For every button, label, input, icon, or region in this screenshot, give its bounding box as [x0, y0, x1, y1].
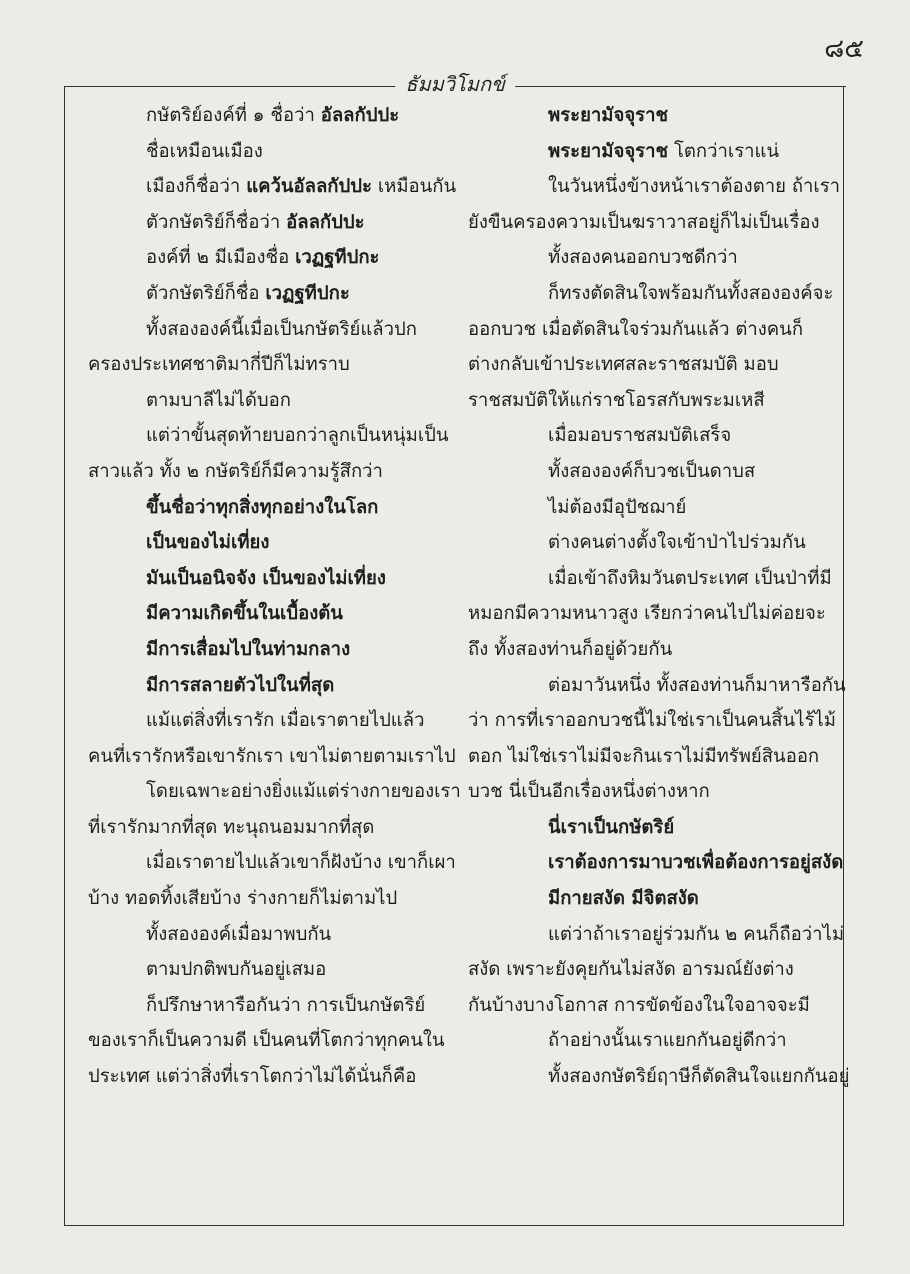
plain-text: ราชสมบัติให้แก่ราชโอรสกับพระมเหสี	[468, 389, 765, 411]
bold-phrase: มีความเกิดขึ้นในเบื้องต้น	[146, 603, 343, 625]
text-line	[468, 383, 838, 419]
plain-text: ตามปกติพบกันอยู่เสมอ	[146, 959, 327, 981]
text-line	[468, 276, 838, 312]
text-line	[468, 454, 838, 490]
bold-phrase: เป็นของไม่เที่ยง	[146, 532, 270, 554]
text-line	[468, 988, 838, 1024]
text-line	[468, 774, 838, 810]
text-line	[88, 845, 454, 881]
text-line	[88, 988, 454, 1024]
plain-text: องค์ที่ ๒ มีเมืองชื่อ	[146, 247, 296, 269]
text-line	[468, 1059, 850, 1095]
plain-text: หมอกมีความหนาวสูง เรียกว่าคนไปไม่ค่อยจะ	[468, 603, 826, 625]
text-line	[468, 845, 844, 881]
text-line	[88, 739, 454, 775]
bold-phrase: ขึ้นชื่อว่าทุกสิ่งทุกอย่างในโลก	[146, 496, 379, 518]
text-line	[468, 490, 838, 526]
text-line	[468, 312, 838, 348]
text-line	[88, 418, 454, 454]
plain-text: ยังขืนครองความเป็นฆราวาสอยู่ก็ไม่เป็นเรื่อง	[468, 211, 820, 233]
plain-text: ถึง ทั้งสองท่านก็อยู่ด้วยกัน	[468, 638, 673, 660]
plain-text: เมื่อเราตายไปแล้วเขาก็ฝังบ้าง เขาก็เผา	[146, 852, 456, 874]
text-line	[468, 418, 838, 454]
text-line	[88, 668, 454, 704]
text-line	[88, 169, 457, 205]
plain-text: ก็ปรึกษาหารือกันว่า การเป็นกษัตริย์	[146, 994, 426, 1016]
text-line	[88, 917, 454, 953]
plain-text: ทั้งสองคนออกบวชดีกว่า	[548, 247, 738, 269]
text-line	[468, 205, 838, 241]
plain-text: ตามบาลีไม่ได้บอก	[146, 389, 291, 411]
text-line	[88, 881, 454, 917]
plain-text: แต่ว่าถ้าเราอยู่ร่วมกัน ๒ คนก็ถือว่าไม่	[548, 923, 845, 945]
text-line	[468, 739, 838, 775]
text-line	[88, 134, 454, 170]
left-column	[88, 98, 461, 1095]
plain-text: สงัด เพราะยังคุยกันไม่สงัด อารมณ์ยังต่าง	[468, 959, 794, 981]
text-line	[468, 596, 838, 632]
plain-text: บ้าง ทอดทิ้งเสียบ้าง ร่างกายก็ไม่ตามไป	[88, 888, 398, 910]
bold-phrase: มีการสลายตัวไปในที่สุด	[146, 674, 335, 696]
text-line	[88, 240, 454, 276]
plain-text: ชื่อเหมือนเมือง	[146, 140, 263, 162]
page-number: ๘๕	[824, 34, 864, 64]
text-line	[468, 1023, 838, 1059]
text-line	[468, 347, 838, 383]
plain-text: ตัวกษัตริย์ก็ชื่อว่า	[146, 211, 287, 233]
plain-text: ถ้าอย่างนั้นเราแยกกันอยู่ดีกว่า	[548, 1030, 787, 1052]
text-line	[88, 490, 454, 526]
text-line	[88, 276, 454, 312]
plain-text: เมื่อมอบราชสมบัติเสร็จ	[548, 425, 732, 447]
plain-text: ในวันหนึ่งข้างหน้าเราต้องตาย ถ้าเรา	[548, 176, 841, 198]
bold-phrase: มีการเสื่อมไปในท่ามกลาง	[146, 638, 351, 660]
text-line	[468, 703, 838, 739]
text-line	[468, 881, 838, 917]
text-line	[88, 1059, 454, 1095]
plain-text: ออกบวช เมื่อตัดสินใจร่วมกันแล้ว ต่างคนก็	[468, 318, 804, 340]
plain-text: ไม่ต้องมีอุปัชฌาย์	[548, 496, 687, 518]
text-line	[468, 810, 838, 846]
bold-phrase: มีกายสงัด มีจิตสงัด	[548, 888, 699, 910]
bold-phrase: เราต้องการมาบวชเพื่อต้องการอยู่สงัด	[548, 852, 844, 874]
text-line	[88, 383, 454, 419]
text-line	[88, 632, 454, 668]
bold-phrase: พระยามัจจุราช	[548, 105, 669, 126]
plain-text: บวช นี่เป็นอีกเรื่องหนึ่งต่างหาก	[468, 781, 710, 803]
text-line	[468, 668, 846, 704]
bold-phrase: เวฏฐทีปกะ	[295, 247, 380, 269]
text-line	[88, 525, 454, 561]
text-line	[88, 205, 454, 241]
text-line	[468, 134, 838, 170]
plain-text: โดยเฉพาะอย่างยิ่งแม้แต่ร่างกายของเรา	[146, 781, 461, 803]
plain-text: ทั้งสององค์เมื่อมาพบกัน	[146, 923, 332, 945]
plain-text: ตอก ไม่ใช่เราไม่มีจะกินเราไม่มีทรัพย์สินออก	[468, 745, 820, 767]
plain-text: ตัวกษัตริย์ก็ชื่อ	[146, 282, 266, 304]
bold-phrase: แคว้นอัลลกัปปะ	[246, 176, 372, 198]
text-line	[88, 774, 461, 810]
text-line	[468, 240, 838, 276]
plain-text: ว่า การที่เราออกบวชนี้ไม่ใช่เราเป็นคนสิ้นไร้ไม้	[468, 710, 836, 732]
plain-text: คนที่เรารักหรือเขารักเรา เขาไม่ตายตามเราไป	[88, 745, 456, 767]
bold-phrase: มันเป็นอนิจจัง เป็นของไม่เที่ยง	[146, 567, 386, 589]
text-line	[468, 525, 838, 561]
plain-text: ต่างกลับเข้าประเทศสละราชสมบัติ มอบ	[468, 354, 779, 376]
plain-text: ประเทศ แต่ว่าสิ่งที่เราโตกว่าไม่ได้นั่นก็คือ	[88, 1066, 417, 1088]
bold-phrase: พระยามัจจุราช	[548, 140, 669, 162]
text-line	[468, 952, 838, 988]
plain-text: ครองประเทศชาติมากี่ปีก็ไม่ทราบ	[88, 354, 350, 376]
plain-text: ทั้งสององค์นี้เมื่อเป็นกษัตริย์แล้วปก	[146, 318, 417, 340]
plain-text: เมืองก็ชื่อว่า	[146, 176, 247, 198]
plain-text: ของเราก็เป็นความดี เป็นคนที่โตกว่าทุกคนใน	[88, 1030, 445, 1052]
text-line	[88, 810, 454, 846]
bold-phrase: นี่เราเป็นกษัตริย์	[548, 816, 675, 838]
text-line	[88, 703, 454, 739]
right-column	[468, 98, 850, 1095]
bold-phrase: อัลลกัปปะ	[286, 211, 365, 233]
plain-text: สาวแล้ว ทั้ง ๒ กษัตริย์ก็มีความรู้สึกว่า	[88, 460, 383, 482]
plain-text: โตกว่าเราแน่	[668, 140, 780, 162]
text-line	[88, 596, 454, 632]
text-line	[468, 169, 841, 205]
text-line	[468, 917, 845, 953]
text-line	[468, 632, 838, 668]
plain-text: แม้แต่สิ่งที่เรารัก เมื่อเราตายไปแล้ว	[146, 710, 425, 732]
plain-text: ต่อมาวันหนึ่ง ทั้งสองท่านก็มาหารือกัน	[548, 674, 846, 696]
text-line	[468, 561, 838, 597]
running-title: ธัมมวิโมกข์	[395, 68, 515, 100]
text-line	[88, 561, 454, 597]
bold-phrase: เวฏฐทีปกะ	[265, 282, 350, 304]
plain-text: ทั้งสองกษัตริย์ฤาษีก็ตัดสินใจแยกกันอยู่	[548, 1066, 850, 1088]
text-line	[88, 952, 454, 988]
plain-text: แต่ว่าขั้นสุดท้ายบอกว่าลูกเป็นหนุ่มเป็น	[146, 425, 449, 447]
text-line	[88, 347, 454, 383]
text-line	[88, 454, 454, 490]
text-line	[468, 98, 838, 134]
plain-text: ทั้งสององค์ก็บวชเป็นดาบส	[548, 460, 756, 482]
plain-text: ที่เรารักมากที่สุด ทะนุถนอมมากที่สุด	[88, 816, 375, 838]
plain-text: เมื่อเข้าถึงหิมวันตประเทศ เป็นป่าที่มี	[548, 567, 832, 589]
plain-text: กันบ้างบางโอกาส การขัดข้องในใจอาจจะมี	[468, 994, 810, 1016]
plain-text: กษัตริย์องค์ที่ ๑ ชื่อว่า	[146, 105, 321, 126]
text-line	[88, 312, 454, 348]
plain-text: ต่างคนต่างตั้งใจเข้าป่าไปร่วมกัน	[548, 532, 806, 554]
text-line	[88, 1023, 454, 1059]
plain-text: ก็ทรงตัดสินใจพร้อมกันทั้งสององค์จะ	[548, 282, 834, 304]
bold-phrase: อัลลกัปปะ	[320, 105, 400, 126]
plain-text: เหมือนกัน	[371, 176, 457, 198]
text-line	[88, 98, 454, 134]
